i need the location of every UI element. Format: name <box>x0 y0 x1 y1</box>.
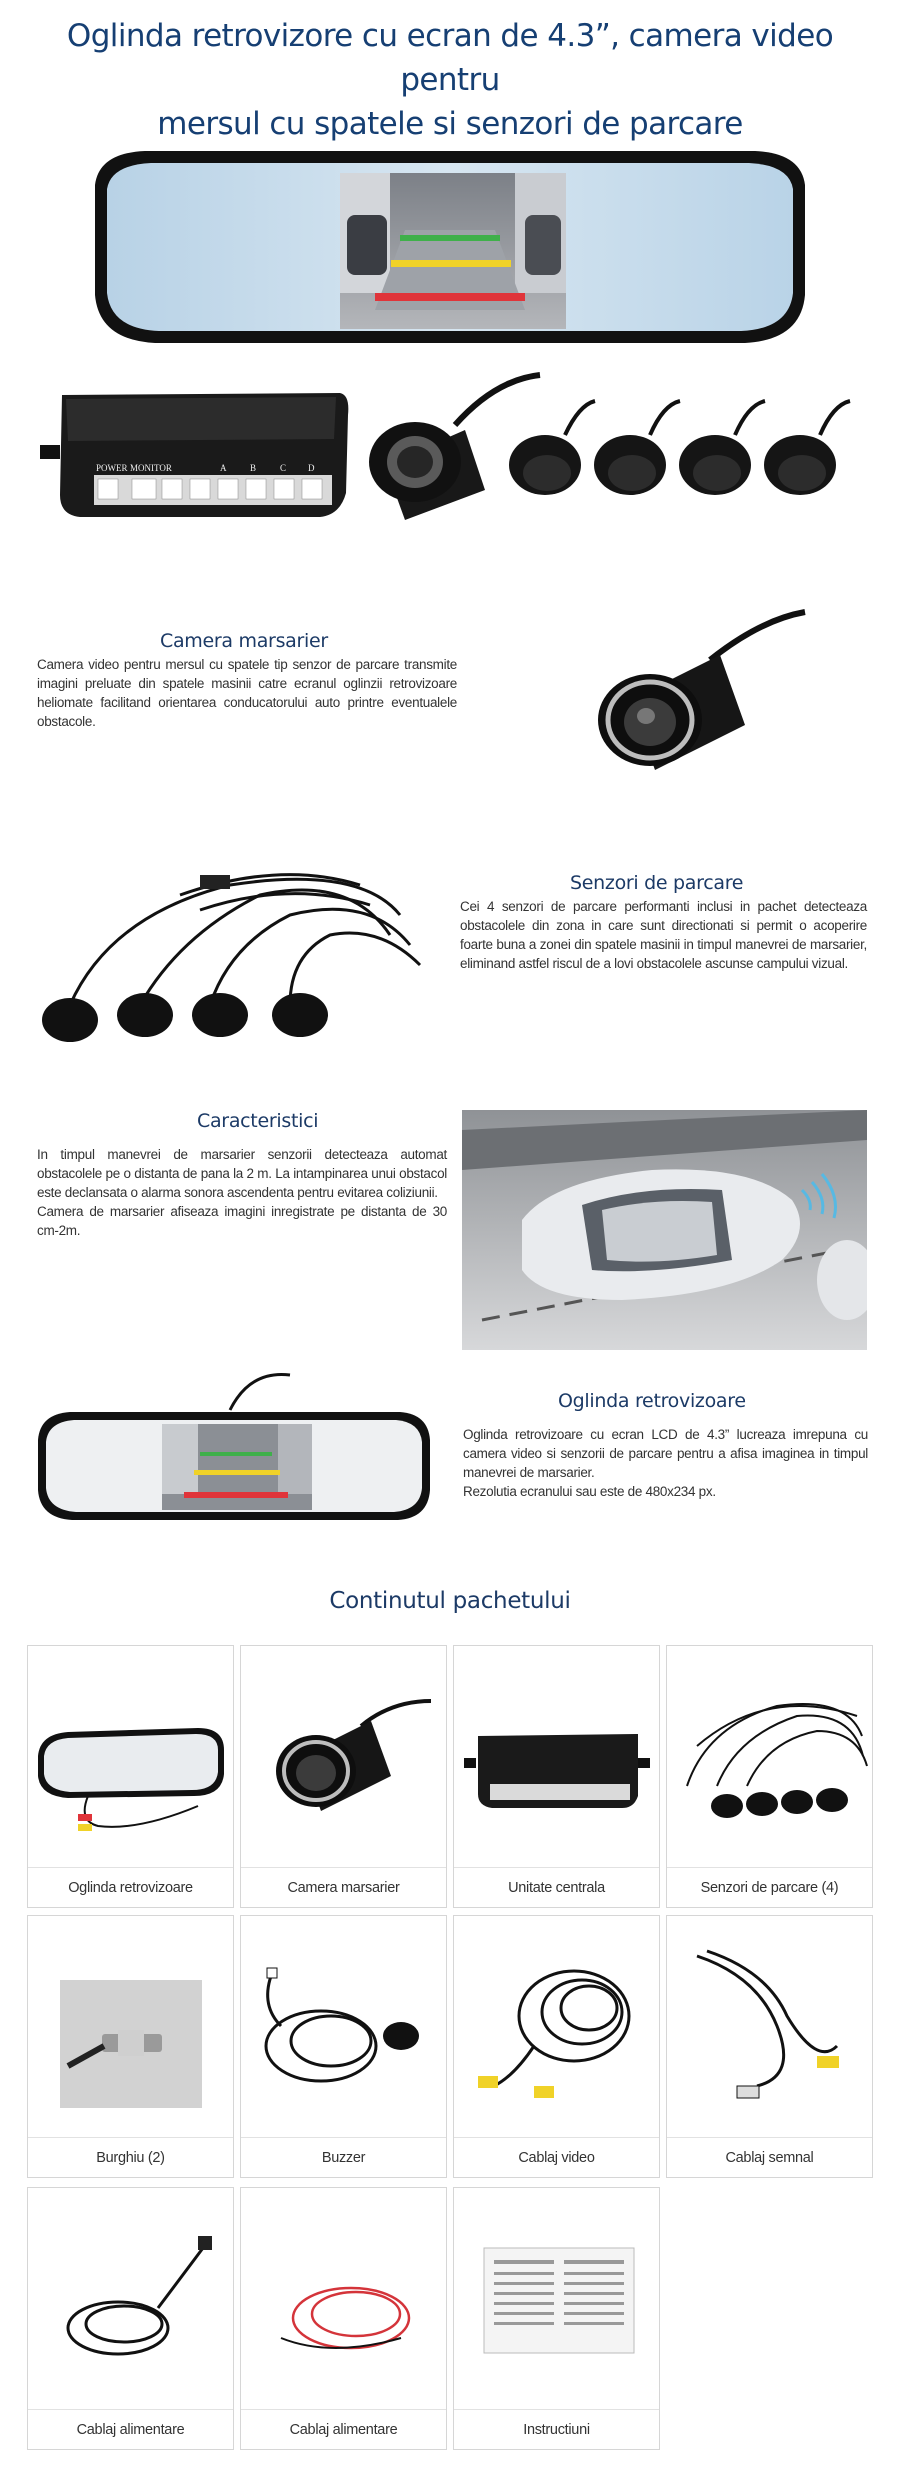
unit-label-b: B <box>250 463 257 473</box>
section-mirror-title: Oglinda retrovizoare <box>558 1390 746 1412</box>
sensors-thumb <box>667 1646 874 1868</box>
section-features-title: Caracteristici <box>197 1110 319 1132</box>
control-unit-image <box>40 375 360 535</box>
unit-label-d: D <box>308 463 315 473</box>
package-item-label: Senzori de parcare (4) <box>667 1867 872 1907</box>
power-cable-red-thumb <box>241 2188 448 2410</box>
package-item-drill <box>27 1915 234 2178</box>
section-sensors-text: Cei 4 senzori de parcare performanti inclusi in pachet detecteaza obstacolele din zona in care sunt directionati si permit o acoperire foarte buna a zonei din spatele masinii in timpul manevrei de marsarier, eliminand astfel riscul de a lovi obstacolele ascunse campului vizual. <box>460 899 867 971</box>
title-line-1: Oglinda retrovizore cu ecran de 4.3”, camera video pentru <box>66 18 834 98</box>
package-title: Continutul pachetului <box>329 1588 571 1614</box>
package-item-label: Oglinda retrovizoare <box>28 1867 233 1907</box>
mirror-thumb <box>28 1646 235 1868</box>
package-item-buzzer <box>240 1915 447 2178</box>
package-item-sensors <box>666 1645 873 1908</box>
mirror-text-2: Rezolutia ecranului sau este de 480x234 px. <box>463 1484 716 1499</box>
camera-image <box>570 600 810 800</box>
unit-label-c: C <box>280 463 287 473</box>
mirror-image <box>30 1370 440 1525</box>
package-item-manual <box>453 2187 660 2450</box>
section-features-text <box>37 1145 447 1240</box>
central-unit-thumb <box>454 1646 661 1868</box>
signal-cable-thumb <box>667 1916 874 2138</box>
package-item-label: Burghiu (2) <box>28 2137 233 2177</box>
unit-label-a: A <box>220 463 227 473</box>
video-cable-thumb <box>454 1916 661 2138</box>
sensors-image-hero <box>505 395 865 515</box>
hero-mirror-image <box>85 145 815 350</box>
section-camera-title: Camera marsarier <box>160 630 328 652</box>
page-title <box>20 14 880 146</box>
package-item-mirror <box>27 1645 234 1908</box>
package-item-label: Buzzer <box>241 2137 446 2177</box>
manual-thumb <box>454 2188 661 2410</box>
features-text-2: Camera de marsarier afiseaza imagini inregistrate pe distanta de 30 cm-2m. <box>37 1204 447 1238</box>
package-item-central-unit <box>453 1645 660 1908</box>
unit-label-monitor: MONITOR <box>130 463 172 473</box>
package-item-signal-cable <box>666 1915 873 2178</box>
buzzer-thumb <box>241 1916 448 2138</box>
section-sensors-title: Senzori de parcare <box>570 872 744 894</box>
drill-thumb <box>28 1916 235 2138</box>
package-item-camera <box>240 1645 447 1908</box>
package-item-label: Unitate centrala <box>454 1867 659 1907</box>
package-item-label: Instructiuni <box>454 2409 659 2449</box>
title-line-2: mersul cu spatele si senzori de parcare <box>157 106 743 142</box>
package-item-label: Camera marsarier <box>241 1867 446 1907</box>
section-mirror-text <box>463 1425 868 1501</box>
mirror-text-1: Oglinda retrovizoare cu ecran LCD de 4.3” lucreaza imrepuna cu camera video si senzorii de parcare pentru a afisa imaginea in timpul manevrei de marsarier. <box>463 1427 868 1480</box>
parking-car-image <box>462 1110 867 1350</box>
package-item-power-cable-1 <box>27 2187 234 2450</box>
section-camera-text: Camera video pentru mersul cu spatele tip senzor de parcare transmite imagini preluate din spatele masinii catre ecranul oglinzii retrovizoare heliomate facilitand orientarea conducatorului auto printre eventualele obstacole. <box>37 657 457 729</box>
package-item-label: Cablaj alimentare <box>241 2409 446 2449</box>
package-item-label: Cablaj alimentare <box>28 2409 233 2449</box>
features-text-1: In timpul manevrei de marsarier senzorii detecteaza automat obstacolele pe o distanta de pana la 2 m. La intampinarea unui obstacol este declansata o alarma sonora ascendenta pentru evitarea coliziunii. <box>37 1147 447 1200</box>
power-cable-thumb <box>28 2188 235 2410</box>
package-item-power-cable-2 <box>240 2187 447 2450</box>
package-item-label: Cablaj video <box>454 2137 659 2177</box>
camera-thumb <box>241 1646 448 1868</box>
parking-sensors-image <box>30 855 430 1055</box>
unit-label-power: POWER <box>96 463 128 473</box>
package-item-label: Cablaj semnal <box>667 2137 872 2177</box>
package-item-video-cable <box>453 1915 660 2178</box>
